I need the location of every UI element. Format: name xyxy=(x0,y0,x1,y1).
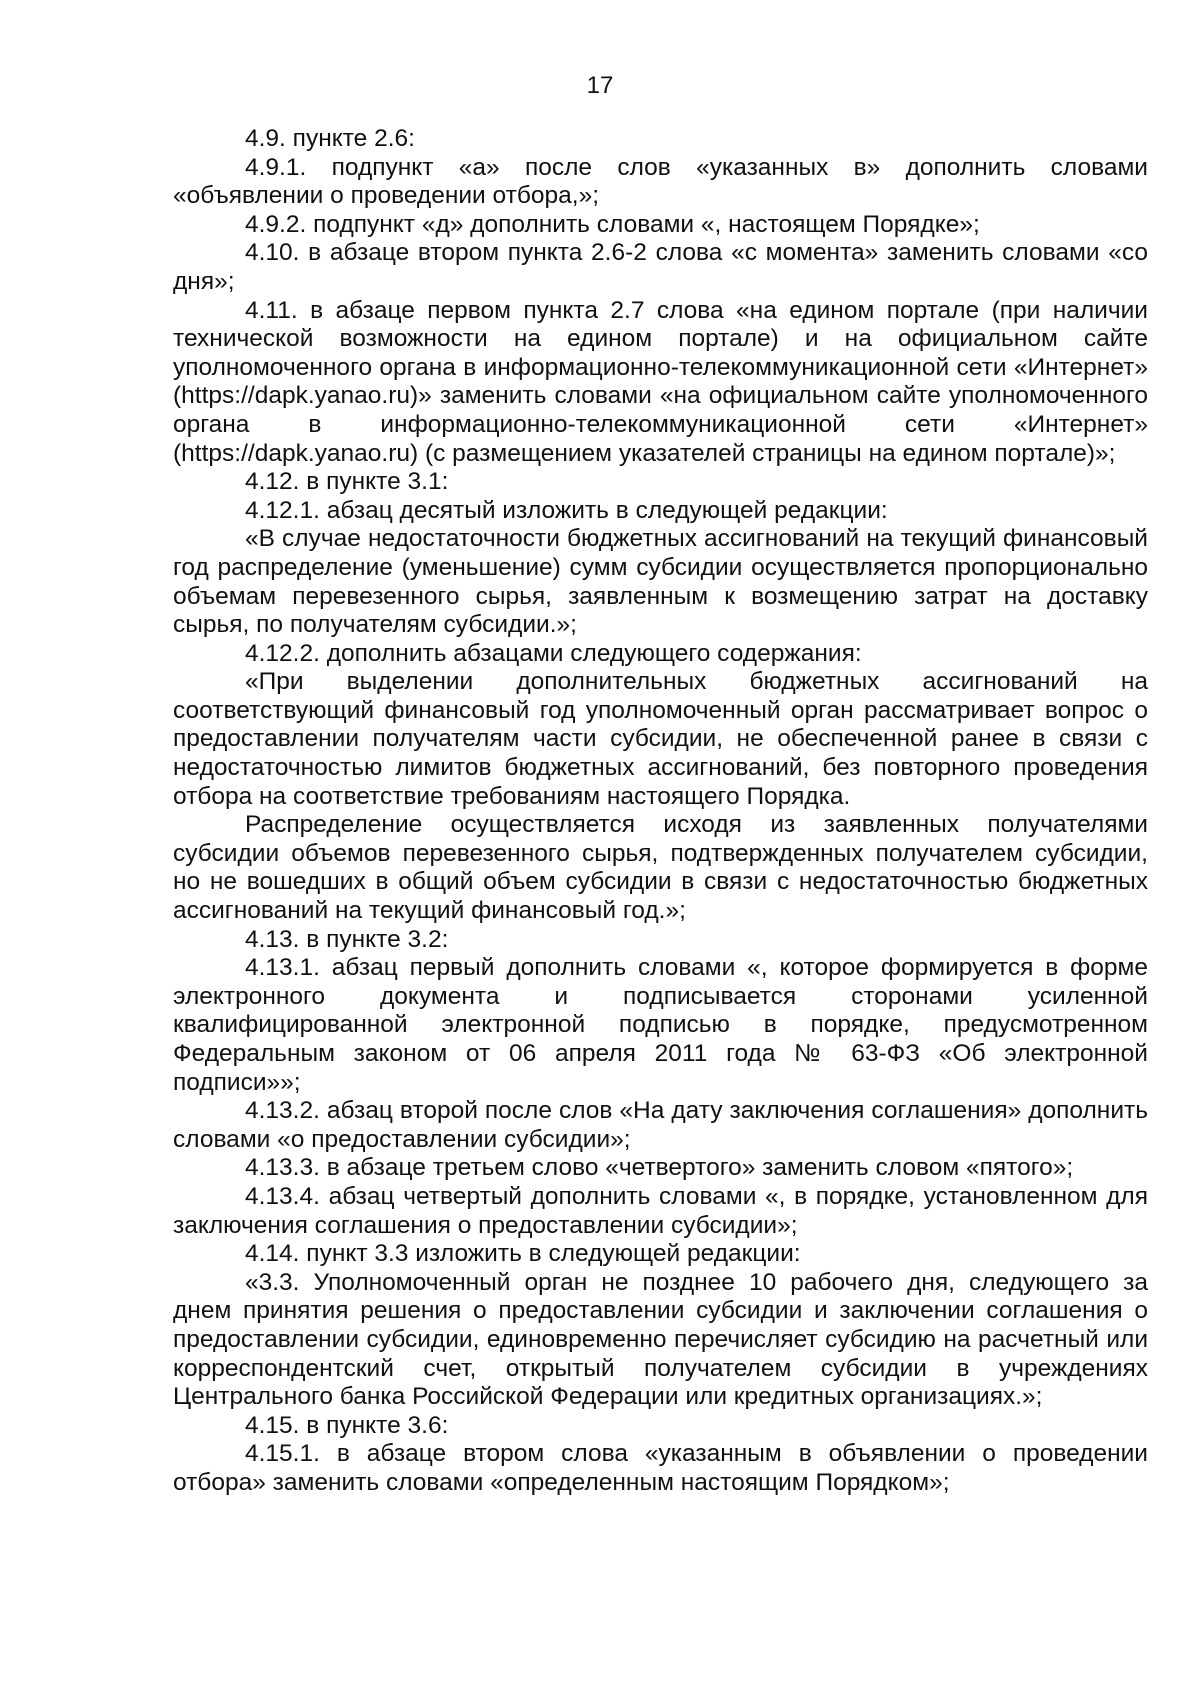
paragraph-4-12-1: 4.12.1. абзац десятый изложить в следующей редакции: xyxy=(245,496,888,524)
paragraph-4-13-3: 4.13.3. в абзаце третьем слово «четвертого» заменить словом «пятого»; xyxy=(245,1154,1074,1182)
quoted-paragraph-additional-allocations: «При выделении дополнительных бюджетных ассигнований на соответствующий финансовый год уполномоченный орган рассматривает вопрос о предоставлении получателям части субсидии, не обеспеченной ранее в связи с недостаточностью лимитов бюджетных ассигнований, без повторного проведения отбора на соответствие требованиям настоящего Порядка. xyxy=(173,668,1148,810)
quoted-paragraph-3-3: «3.3. Уполномоченный орган не позднее 10 рабочего дня, следующего за днем принятия решения о предоставлении субсидии и заключении соглашения о предоставлении субсидии, единовременно перечисляет субсидию на расчетный или корреспондентский счет, открытый получателем субсидии в учреждениях Центрального банка Российской Федерации или кредитных организациях.»; xyxy=(173,1268,1148,1411)
paragraph-4-10: 4.10. в абзаце втором пункта 2.6-2 слова «с момента» заменить словами «со дня»; xyxy=(173,239,1148,295)
paragraph-4-13-4: 4.13.4. абзац четвертый дополнить словами «, в порядке, установленном для заключения соглашения о предоставлении субсидии»; xyxy=(173,1182,1148,1239)
paragraph-4-9: 4.9. пункте 2.6: xyxy=(245,125,415,152)
quoted-paragraph-insufficiency: «В случае недостаточности бюджетных ассигнований на текущий финансовый год распределение (уменьшение) сумм субсидии осуществляется пропорционально объемам перевезенного сырья, заявленным к возмещению затрат на доставку сырья, по получателям субсидии.»; xyxy=(173,525,1148,639)
paragraph-4-13: 4.13. в пункте 3.2: xyxy=(245,925,449,953)
paragraph-4-9-2: 4.9.2. подпункт «д» дополнить словами «, настоящем Порядке»; xyxy=(245,210,980,238)
paragraph-4-9-1: 4.9.1. подпункт «а» после слов «указанных в» дополнить словами «объявлении о проведении отбора,»; xyxy=(173,153,1148,210)
paragraph-4-12-2: 4.12.2. дополнить абзацами следующего содержания: xyxy=(245,639,862,667)
page-number: 17 xyxy=(586,72,614,99)
paragraph-4-13-1: 4.13.1. абзац первый дополнить словами «, которое формируется в форме электронного документа и подписывается сторонами усиленной квалифицированной электронной подписью в порядке, предусмотренном Федеральным законом от 06 апреля 2011 года № 63-ФЗ «Об электронной подписи»»; xyxy=(173,954,1148,1096)
quoted-paragraph-distribution: Распределение осуществляется исходя из заявленных получателями субсидии объемов перевезенного сырья, подтвержденных получателем субсидии, но не вошедших в общий объем субсидии в связи с недостаточностью бюджетных ассигнований на текущий финансовый год.»; xyxy=(173,811,1148,925)
paragraph-4-13-2: 4.13.2. абзац второй после слов «На дату заключения соглашения» дополнить словами «о предоставлении субсидии»; xyxy=(173,1097,1148,1153)
paragraph-4-15: 4.15. в пункте 3.6: xyxy=(245,1411,449,1439)
paragraph-4-11: 4.11. в абзаце первом пункта 2.7 слова «на едином портале (при наличии технической возможности на едином портале) и на официальном сайте уполномоченного органа в информационно-телекоммуникационной сети «Интернет» (https://dapk.yanao.ru)» заменить словами «на официальном сайте уполномоченного органа в информационно-телекоммуникационной сети «Интернет» (https://dapk.yanao.ru) (с размещением указателей страницы на едином портале)»; xyxy=(173,296,1148,467)
paragraph-4-14: 4.14. пункт 3.3 изложить в следующей редакции: xyxy=(245,1240,801,1268)
document-body xyxy=(173,125,1148,1498)
paragraph-4-12: 4.12. в пункте 3.1: xyxy=(245,468,449,496)
paragraph-4-15-1: 4.15.1. в абзаце втором слова «указанным в объявлении о проведении отбора» заменить словами «определенным настоящим Порядком»; xyxy=(173,1440,1148,1496)
